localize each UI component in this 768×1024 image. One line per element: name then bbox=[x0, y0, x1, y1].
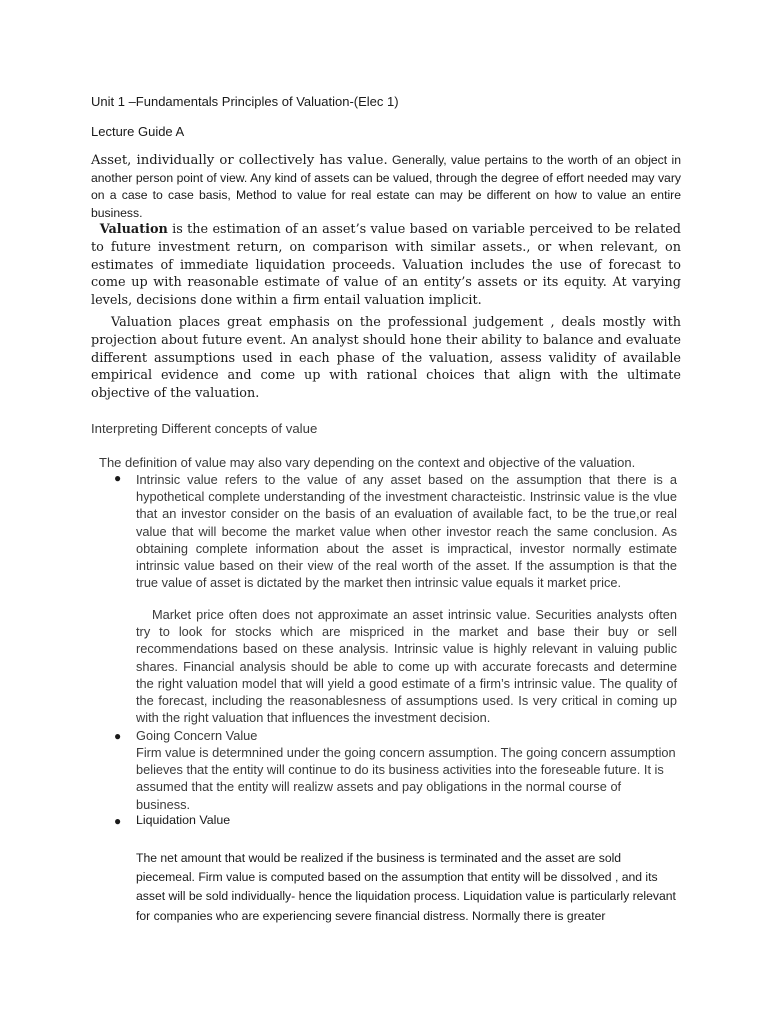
judgement-text: Valuation places great emphasis on the professional judgement , deals mostly with projection about future event. An analyst should hone their ability to balance and evaluate different assumptions used in each phase of the valuation, assess validity of available empirical evidence and come up with rational choices that align with the ultimate objective of the valuation. bbox=[91, 315, 681, 402]
valuation-definition-text: is the estimation of an asset’s value based on variable perceived to be related to future investment return, on comparison with similar assets., or when relevant, on estimates of immediate liquidation proceeds. Valuation includes the use of forecast to come up with reasonable estimate of value of an entity’s assets or its equity. At varying levels, decisions done within a firm entail valuation implicit. bbox=[91, 222, 681, 309]
intro-lead-sentence: Asset, individually or collectively has value. bbox=[91, 153, 388, 168]
intro-paragraph bbox=[91, 152, 681, 222]
document-title: Unit 1 –Fundamentals Principles of Valuation-(Elec 1) bbox=[91, 94, 399, 109]
liquidation-body: The net amount that would be realized if the business is terminated and the asset are sold piecemeal. Firm value is computed based on the assumption that entity will be dissolved , and its asset will be sold individually- hence the liquidation process. Liquidation value is particularly relevant for companies who are experiencing severe financial distress. Normally there is greater bbox=[136, 851, 676, 923]
section-intro: The definition of value may also vary depending on the context and objective of the valuation. bbox=[99, 455, 636, 470]
going-concern-title: Going Concern Value bbox=[136, 728, 258, 743]
bullet-liquidation: ● bbox=[114, 814, 122, 828]
valuation-term: Valuation bbox=[99, 222, 168, 237]
going-concern-body: Firm value is determnined under the going concern assumption. The going concern assumption believes that the entity will continue to do its business activities into the foreseable future. It is assumed that the entity will realizw assets and pay obligations in the normal course of business. bbox=[136, 745, 676, 812]
intro-rest-text: Generally, value pertains to the worth of an object in another person point of view. Any kind of assets can be valued, through the degree of effort needed may vary on a case to case basis, Method to value for real estate can may be different on how to value an entire business. bbox=[91, 153, 682, 220]
intrinsic-value-text: Intrinsic value refers to the value of any asset based on the assumption that there is a hypothetical complete understanding of the investment characteistic. Instrinsic value is the vlue that an investor consider on the basis of an evaluation of available fact, to be the true,or real value that will become the market value when other investor reach the same conclusion. As obtaining complete information about the asset is impractical, investor normally estimate intrinsic value based on their view of the real worth of the asset. If the assumption is that the true value of asset is dictated by the market then intrinsic value equals it market price. bbox=[136, 472, 677, 591]
judgement-paragraph bbox=[91, 314, 681, 403]
market-price-text: Market price often does not approximate an asset intrinsic value. Securities analysts often try to look for stocks which are mispriced in the market and base their buy or sell recommendations based on these analysis. Intrinsic value is highly relevant in valuing public shares. Financial analysis should be able to come up with accurate forecasts and determine the right valuation model that will yield a good estimate of a firm’s intrinsic value. The quality of the forecast, including the reasonablesness of assumptions used. Is very critical in coming up with the right valuation that influences the investment decision. bbox=[136, 607, 677, 726]
section-heading: Interpreting Different concepts of value bbox=[91, 421, 318, 436]
bullet-going-concern: ● bbox=[114, 729, 122, 743]
valuation-paragraph bbox=[91, 221, 681, 310]
liquidation-title: Liquidation Value bbox=[136, 813, 231, 827]
lecture-guide-label: Lecture Guide A bbox=[91, 124, 185, 139]
bullet-intrinsic: ● bbox=[114, 471, 122, 485]
